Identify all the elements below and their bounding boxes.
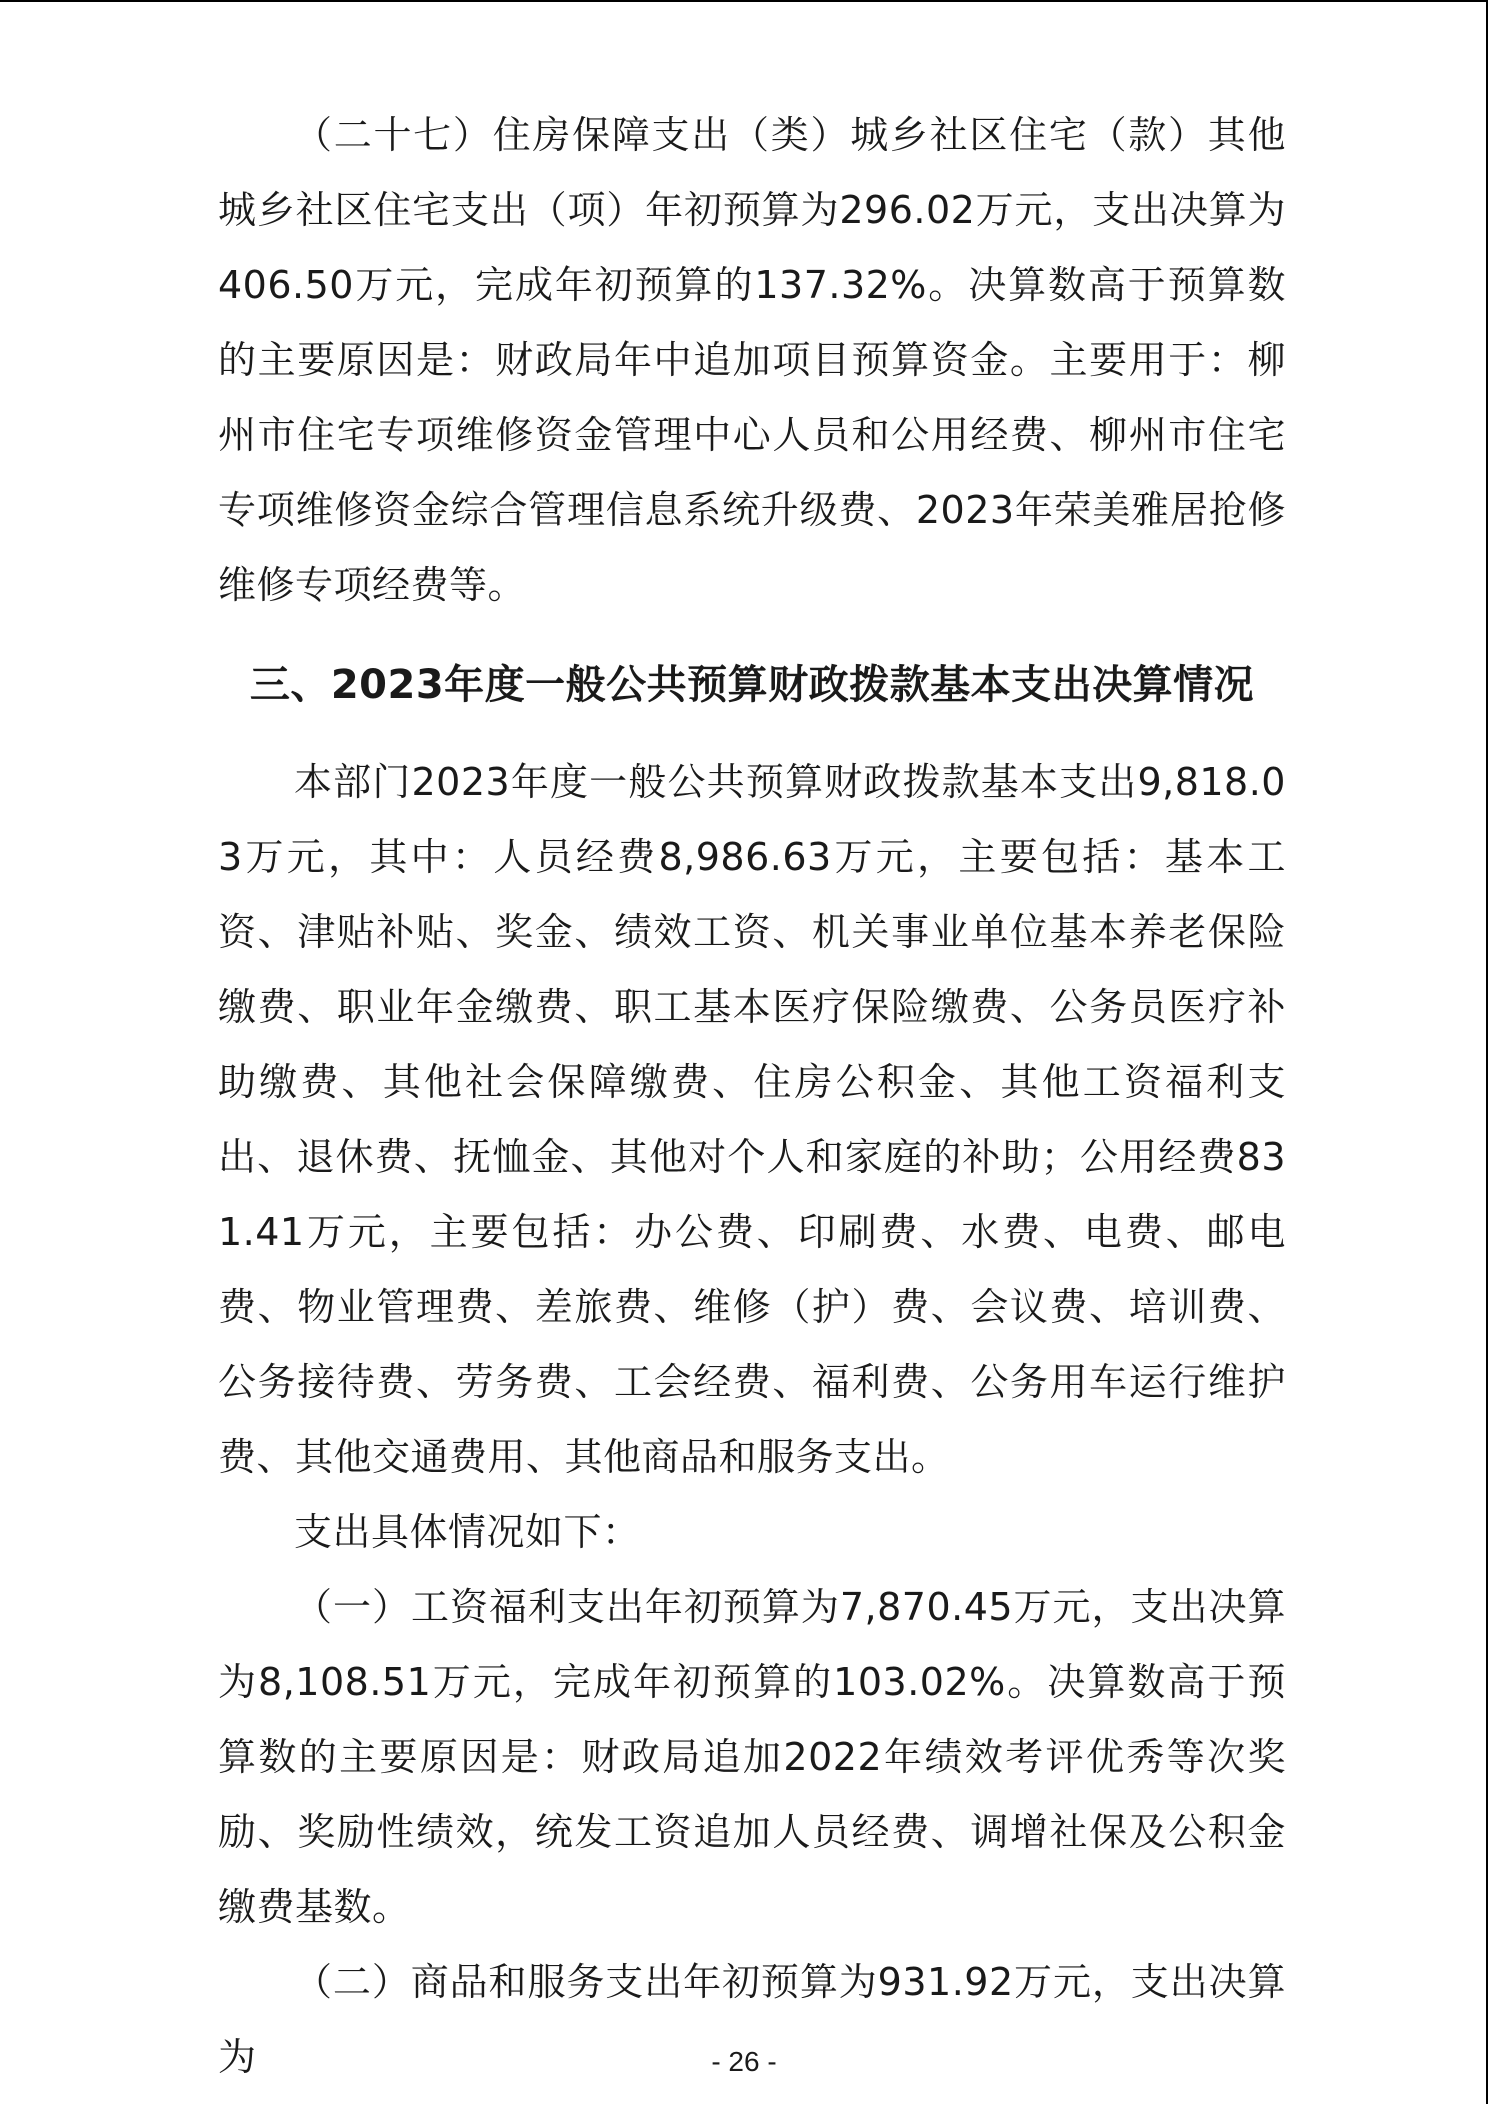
paragraph-goods-services: （二）商品和服务支出年初预算为931.92万元，支出决算为 bbox=[218, 1960, 1286, 2079]
paragraph-salary-welfare: （一）工资福利支出年初预算为7,870.45万元，支出决算为8,108.51万元，完成年初预算的103.02%。决算数高于预算数的主要原因是：财政局追加2022年绩效考评优秀等次奖励、奖励性绩效，统发工资追加人员经费、调增社保及公积金缴费基数。 bbox=[218, 1585, 1286, 1929]
page-number: - 26 - bbox=[711, 2046, 777, 2077]
section-heading: 三、2023年度一般公共预算财政拨款基本支出决算情况 bbox=[249, 662, 1255, 708]
paragraph-details-intro: 支出具体情况如下： bbox=[294, 1510, 641, 1554]
paragraph-basic-expenditure: 本部门2023年度一般公共预算财政拨款基本支出9,818.03万元，其中：人员经费8,986.63万元，主要包括：基本工资、津贴补贴、奖金、绩效工资、机关事业单位基本养老保险缴费、职业年金缴费、职工基本医疗保险缴费、公务员医疗补助缴费、其他社会保障缴费、住房公积金、其他工资福利支出、退休费、抚恤金、其他对个人和家庭的补助；公用经费831.41万元，主要包括：办公费、印刷费、水费、电费、邮电费、物业管理费、差旅费、维修（护）费、会议费、培训费、公务接待费、劳务费、工会经费、福利费、公务用车运行维护费、其他交通费用、其他商品和服务支出。 bbox=[218, 760, 1286, 1479]
document-body bbox=[218, 98, 1286, 2095]
paragraph-housing-expenditure: （二十七）住房保障支出（类）城乡社区住宅（款）其他城乡社区住宅支出（项）年初预算为296.02万元，支出决算为406.50万元，完成年初预算的137.32%。决算数高于预算数的主要原因是：财政局年中追加项目预算资金。主要用于：柳州市住宅专项维修资金管理中心人员和公用经费、柳州市住宅专项维修资金综合管理信息系统升级费、2023年荣美雅居抢修维修专项经费等。 bbox=[218, 113, 1286, 607]
